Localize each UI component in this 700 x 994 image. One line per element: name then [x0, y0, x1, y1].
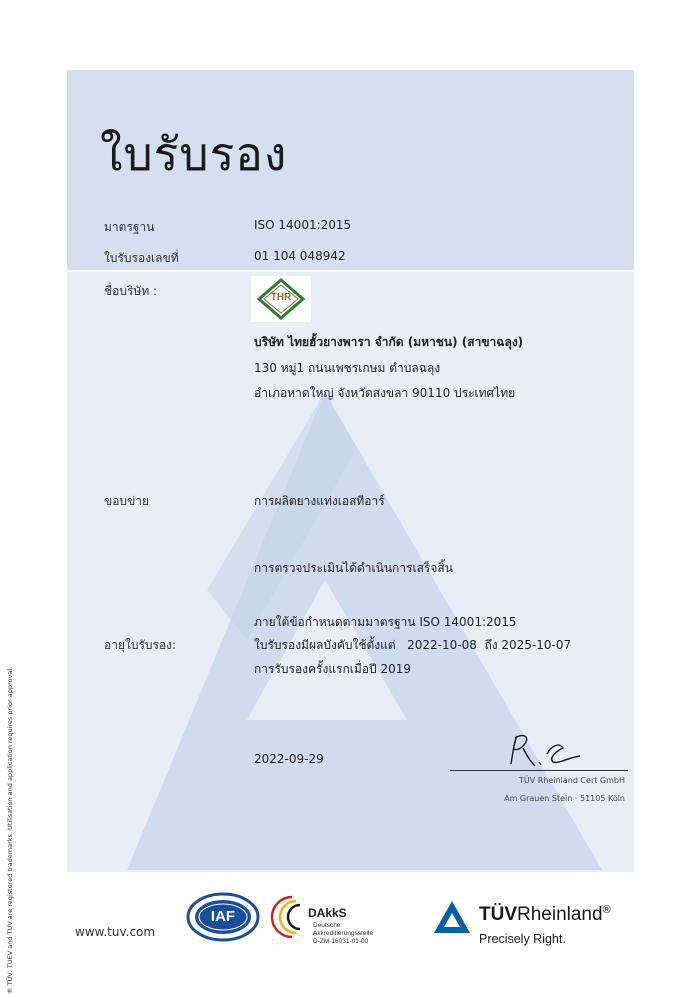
- issuer-address: Am Grauen Stein · 51105 Köln: [504, 794, 625, 803]
- company-label: ชื่อบริษัท :: [104, 284, 158, 298]
- address-line-1: 130 หมู่1 ถนนเพชรเกษม ตำบลฉลุง: [254, 361, 441, 375]
- trademark-note: ® TÜV, TUEV and TUV are registered trademarks. Utilisation and application requires prior approval.: [6, 666, 14, 994]
- company-logo-text: THR: [270, 292, 292, 303]
- tuv-triangle-icon: [432, 899, 472, 935]
- validity-line-4: การรับรองครั้งแรกเมื่อปี 2019: [254, 662, 411, 676]
- validity-line-1: การตรวจประเมินได้ดำเนินการเสร็จสิ้น: [254, 561, 453, 575]
- cert-number-label: ใบรับรองเลขที่: [104, 251, 179, 265]
- iaf-logo-text: IAF: [210, 908, 236, 925]
- company-logo: [251, 276, 311, 322]
- validity-line-2: ภายใต้ข้อกำหนดตามมาตรฐาน ISO 14001:2015: [254, 615, 517, 629]
- scope-label: ขอบข่าย: [104, 494, 149, 508]
- dakks-logo-icon: [268, 893, 308, 941]
- signature-line: [450, 770, 628, 771]
- dakks-line-3: D-ZM-16031-01-00: [313, 938, 369, 945]
- company-name: บริษัท ไทยฮั้วยางพารา จำกัด (มหาชน) (สาขาฉลุง): [254, 335, 524, 349]
- page-title: ใบรับรอง: [100, 127, 288, 181]
- validity-label: อายุใบรับรอง:: [104, 638, 177, 652]
- standard-label: มาตรฐาน: [104, 220, 155, 234]
- address-line-2: อำเภอหาดใหญ่ จังหวัดสงขลา 90110 ประเทศไทย: [254, 386, 516, 400]
- scope-value: การผลิตยางแท่งเอสทีอาร์: [254, 494, 385, 508]
- tuv-brand-rest: Rheinland: [517, 904, 603, 925]
- standard-value: ISO 14001:2015: [254, 218, 352, 232]
- cert-number-value: 01 104 048942: [254, 249, 346, 263]
- tuv-tagline: Precisely Right.: [479, 932, 566, 946]
- dakks-line-2: Akkreditierungsstelle: [313, 930, 373, 937]
- issuer-name: TÜV Rheinland Cert GmbH: [519, 776, 625, 785]
- tuv-registered-mark: ®: [602, 904, 611, 916]
- tuv-brand-bold: TÜV: [479, 904, 517, 925]
- dakks-name: DAkkS: [308, 906, 347, 920]
- tuv-brand: [479, 904, 611, 926]
- dakks-line-1: Deutsche: [313, 922, 341, 929]
- website-link[interactable]: www.tuv.com: [75, 925, 156, 939]
- signature-icon: [505, 732, 585, 770]
- issue-date: 2022-09-29: [254, 752, 324, 766]
- validity-line-3: ใบรับรองมีผลบังคับใช้ตั้งแต่ 2022-10-08 ถึง 2025-10-07: [254, 638, 572, 652]
